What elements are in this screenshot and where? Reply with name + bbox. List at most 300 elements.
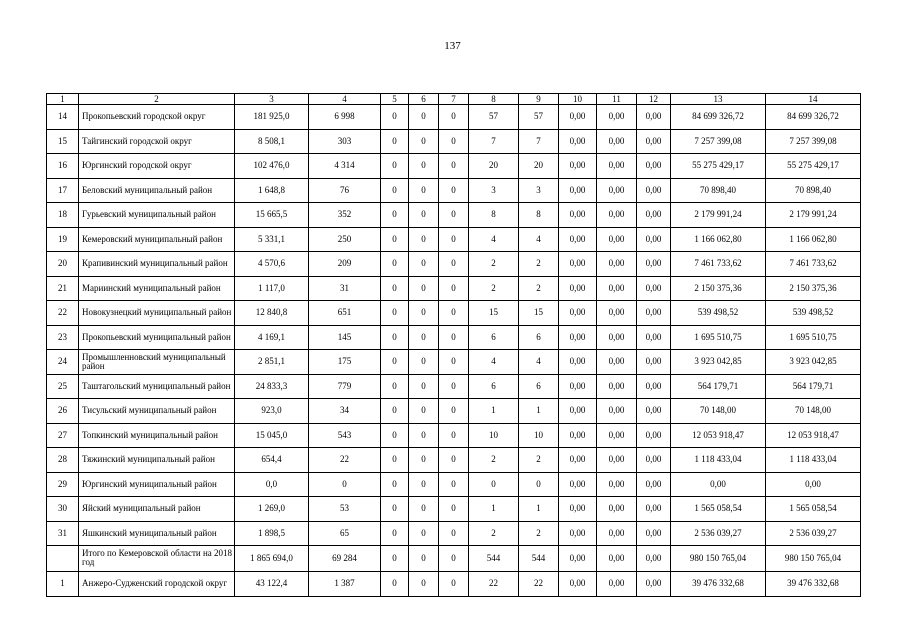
value-cell: 0: [381, 301, 409, 326]
value-cell: 15: [519, 301, 559, 326]
value-cell: 4: [519, 227, 559, 252]
header-cell: 5: [381, 94, 409, 105]
value-cell: 0,00: [597, 203, 637, 228]
value-cell: 2 150 375,36: [671, 276, 766, 301]
value-cell: 0: [381, 521, 409, 546]
value-cell: 0: [409, 350, 439, 375]
municipality-name-cell: Мариинский муниципальный район: [79, 276, 235, 301]
value-cell: 22: [469, 571, 519, 597]
table-row: [47, 203, 861, 228]
value-cell: 0: [439, 105, 469, 130]
value-cell: 0: [381, 423, 409, 448]
value-cell: 6: [519, 325, 559, 350]
value-cell: 10: [469, 423, 519, 448]
value-cell: 102 476,0: [235, 154, 309, 179]
value-cell: 8 508,1: [235, 129, 309, 154]
row-number-cell: 22: [47, 301, 79, 326]
value-cell: 0: [409, 178, 439, 203]
value-cell: 0,00: [559, 521, 597, 546]
value-cell: 0,00: [559, 448, 597, 473]
value-cell: 544: [469, 546, 519, 572]
value-cell: 0,00: [559, 350, 597, 375]
value-cell: 0: [409, 546, 439, 572]
value-cell: 0,00: [637, 423, 671, 448]
row-number-cell: 17: [47, 178, 79, 203]
value-cell: 0: [381, 325, 409, 350]
row-number-cell: 29: [47, 472, 79, 497]
value-cell: 34: [309, 399, 381, 424]
value-cell: 0: [409, 423, 439, 448]
value-cell: 8: [469, 203, 519, 228]
value-cell: 4: [469, 350, 519, 375]
value-cell: 0,00: [637, 448, 671, 473]
row-number-cell: 23: [47, 325, 79, 350]
value-cell: 0,00: [597, 227, 637, 252]
header-cell: 1: [47, 94, 79, 105]
data-table: [46, 93, 861, 597]
value-cell: 0: [381, 178, 409, 203]
value-cell: 0,00: [637, 325, 671, 350]
municipality-name-cell: Новокузнецкий муниципальный район: [79, 301, 235, 326]
value-cell: 543: [309, 423, 381, 448]
municipality-name-cell: Промышленновский муниципальный район: [79, 350, 235, 375]
value-cell: 250: [309, 227, 381, 252]
value-cell: 0,00: [597, 571, 637, 597]
value-cell: 2 536 039,27: [671, 521, 766, 546]
value-cell: 0,00: [637, 227, 671, 252]
value-cell: 84 699 326,72: [766, 105, 861, 130]
value-cell: 3 923 042,85: [766, 350, 861, 375]
value-cell: 0,00: [637, 374, 671, 399]
value-cell: 1 118 433,04: [671, 448, 766, 473]
header-cell: 6: [409, 94, 439, 105]
value-cell: 2: [469, 252, 519, 277]
value-cell: 12 053 918,47: [766, 423, 861, 448]
value-cell: 7 257 399,08: [671, 129, 766, 154]
value-cell: 2: [519, 521, 559, 546]
value-cell: 4 314: [309, 154, 381, 179]
value-cell: 70 898,40: [766, 178, 861, 203]
value-cell: 0: [439, 472, 469, 497]
value-cell: 0,00: [597, 301, 637, 326]
value-cell: 2 179 991,24: [671, 203, 766, 228]
value-cell: 0: [439, 571, 469, 597]
value-cell: 209: [309, 252, 381, 277]
value-cell: 0: [439, 521, 469, 546]
value-cell: 0: [309, 472, 381, 497]
row-number-cell: 1: [47, 571, 79, 597]
value-cell: 0,00: [559, 399, 597, 424]
value-cell: 0,00: [637, 546, 671, 572]
value-cell: 0,00: [637, 350, 671, 375]
value-cell: 55 275 429,17: [671, 154, 766, 179]
value-cell: 7: [469, 129, 519, 154]
table-row: [47, 325, 861, 350]
value-cell: 0: [439, 276, 469, 301]
value-cell: 22: [309, 448, 381, 473]
value-cell: 0,00: [559, 374, 597, 399]
table-row: [47, 448, 861, 473]
municipality-name-cell: Гурьевский муниципальный район: [79, 203, 235, 228]
value-cell: 12 053 918,47: [671, 423, 766, 448]
value-cell: 0: [439, 546, 469, 572]
value-cell: 779: [309, 374, 381, 399]
table-row: [47, 252, 861, 277]
value-cell: 2 851,1: [235, 350, 309, 375]
header-cell: 8: [469, 94, 519, 105]
value-cell: 0,00: [559, 227, 597, 252]
municipality-name-cell: Прокопьевский городской округ: [79, 105, 235, 130]
value-cell: 3 923 042,85: [671, 350, 766, 375]
value-cell: 352: [309, 203, 381, 228]
value-cell: 6: [469, 325, 519, 350]
value-cell: 0,00: [559, 325, 597, 350]
table-row: [47, 374, 861, 399]
value-cell: 0,00: [637, 521, 671, 546]
value-cell: 0: [439, 203, 469, 228]
value-cell: 3: [519, 178, 559, 203]
municipality-name-cell: Прокопьевский муниципальный район: [79, 325, 235, 350]
municipality-name-cell: Беловский муниципальный район: [79, 178, 235, 203]
header-cell: 4: [309, 94, 381, 105]
value-cell: 0,00: [597, 276, 637, 301]
header-row: [47, 94, 861, 105]
value-cell: 0: [439, 301, 469, 326]
value-cell: 55 275 429,17: [766, 154, 861, 179]
value-cell: 0: [381, 571, 409, 597]
row-number-cell: 15: [47, 129, 79, 154]
municipality-name-cell: Тисульский муниципальный район: [79, 399, 235, 424]
value-cell: 544: [519, 546, 559, 572]
value-cell: 1 269,0: [235, 497, 309, 522]
value-cell: 0: [381, 154, 409, 179]
value-cell: 0: [439, 154, 469, 179]
value-cell: 1 565 058,54: [766, 497, 861, 522]
table-row: [47, 129, 861, 154]
value-cell: 0,00: [597, 546, 637, 572]
value-cell: 0: [381, 448, 409, 473]
municipality-name-cell: Тяжинский муниципальный район: [79, 448, 235, 473]
value-cell: 654,4: [235, 448, 309, 473]
table-row: [47, 571, 861, 597]
value-cell: 2: [469, 448, 519, 473]
value-cell: 0: [409, 227, 439, 252]
municipality-name-cell: Топкинский муниципальный район: [79, 423, 235, 448]
value-cell: 0,00: [766, 472, 861, 497]
value-cell: 0,00: [597, 178, 637, 203]
value-cell: 7 257 399,08: [766, 129, 861, 154]
value-cell: 2 150 375,36: [766, 276, 861, 301]
value-cell: 43 122,4: [235, 571, 309, 597]
value-cell: 0,00: [597, 521, 637, 546]
value-cell: 0: [409, 252, 439, 277]
row-number-cell: 24: [47, 350, 79, 375]
value-cell: 651: [309, 301, 381, 326]
value-cell: 564 179,71: [766, 374, 861, 399]
value-cell: 8: [519, 203, 559, 228]
header-cell: 9: [519, 94, 559, 105]
value-cell: 0: [439, 350, 469, 375]
value-cell: 20: [519, 154, 559, 179]
value-cell: 2: [469, 521, 519, 546]
value-cell: 1 166 062,80: [671, 227, 766, 252]
value-cell: 10: [519, 423, 559, 448]
row-number-cell: 18: [47, 203, 79, 228]
value-cell: 0,00: [597, 325, 637, 350]
value-cell: 4: [469, 227, 519, 252]
value-cell: 2: [519, 276, 559, 301]
value-cell: 70 148,00: [766, 399, 861, 424]
value-cell: 0,00: [597, 423, 637, 448]
value-cell: 39 476 332,68: [766, 571, 861, 597]
value-cell: 53: [309, 497, 381, 522]
table-row: [47, 276, 861, 301]
value-cell: 1: [469, 399, 519, 424]
value-cell: 0: [381, 546, 409, 572]
table-row: [47, 178, 861, 203]
value-cell: 1 565 058,54: [671, 497, 766, 522]
value-cell: 181 925,0: [235, 105, 309, 130]
value-cell: 0: [409, 154, 439, 179]
value-cell: 15 665,5: [235, 203, 309, 228]
value-cell: 0,0: [235, 472, 309, 497]
row-number-cell: 26: [47, 399, 79, 424]
value-cell: 0: [439, 129, 469, 154]
value-cell: 0: [409, 521, 439, 546]
value-cell: 0: [381, 350, 409, 375]
header-cell: 10: [559, 94, 597, 105]
value-cell: 69 284: [309, 546, 381, 572]
value-cell: 303: [309, 129, 381, 154]
value-cell: 0: [381, 276, 409, 301]
value-cell: 0: [409, 203, 439, 228]
value-cell: 7 461 733,62: [671, 252, 766, 277]
value-cell: 5 331,1: [235, 227, 309, 252]
municipality-name-cell: Тайгинский городской округ: [79, 129, 235, 154]
value-cell: 1 648,8: [235, 178, 309, 203]
value-cell: 145: [309, 325, 381, 350]
value-cell: 15 045,0: [235, 423, 309, 448]
header-cell: 13: [671, 94, 766, 105]
value-cell: 0,00: [637, 276, 671, 301]
municipality-name-cell: Юргинский городской округ: [79, 154, 235, 179]
value-cell: 1 118 433,04: [766, 448, 861, 473]
value-cell: 0,00: [637, 301, 671, 326]
value-cell: 0,00: [559, 154, 597, 179]
page-number: 137: [444, 40, 461, 52]
value-cell: 7 461 733,62: [766, 252, 861, 277]
value-cell: 31: [309, 276, 381, 301]
value-cell: 0,00: [559, 546, 597, 572]
value-cell: 22: [519, 571, 559, 597]
table-row: [47, 227, 861, 252]
value-cell: 3: [469, 178, 519, 203]
table-row: [47, 521, 861, 546]
value-cell: 4: [519, 350, 559, 375]
value-cell: 0: [439, 374, 469, 399]
value-cell: 6: [519, 374, 559, 399]
value-cell: 2 179 991,24: [766, 203, 861, 228]
value-cell: 2 536 039,27: [766, 521, 861, 546]
value-cell: 0,00: [597, 252, 637, 277]
value-cell: 0: [439, 399, 469, 424]
table-row: [47, 154, 861, 179]
value-cell: 0,00: [637, 129, 671, 154]
value-cell: 1: [469, 497, 519, 522]
value-cell: 0: [381, 472, 409, 497]
value-cell: 0,00: [637, 105, 671, 130]
row-number-cell: 25: [47, 374, 79, 399]
value-cell: 12 840,8: [235, 301, 309, 326]
row-number-cell: 30: [47, 497, 79, 522]
value-cell: 0,00: [597, 497, 637, 522]
value-cell: 0,00: [559, 276, 597, 301]
value-cell: 0: [381, 497, 409, 522]
row-number-cell: 21: [47, 276, 79, 301]
value-cell: 84 699 326,72: [671, 105, 766, 130]
header-cell: 11: [597, 94, 637, 105]
municipality-name-cell: Крапивинский муниципальный район: [79, 252, 235, 277]
value-cell: 0,00: [637, 154, 671, 179]
value-cell: 0,00: [597, 129, 637, 154]
value-cell: 0,00: [597, 448, 637, 473]
value-cell: 0,00: [597, 399, 637, 424]
table-row: [47, 399, 861, 424]
value-cell: 0: [381, 399, 409, 424]
row-number-cell: [47, 546, 79, 572]
value-cell: 7: [519, 129, 559, 154]
value-cell: 0: [409, 571, 439, 597]
value-cell: 57: [469, 105, 519, 130]
value-cell: 15: [469, 301, 519, 326]
value-cell: 0,00: [597, 350, 637, 375]
value-cell: 0: [439, 227, 469, 252]
value-cell: 0: [439, 448, 469, 473]
value-cell: 564 179,71: [671, 374, 766, 399]
value-cell: 24 833,3: [235, 374, 309, 399]
value-cell: 0,00: [559, 571, 597, 597]
municipality-name-cell: Анжеро-Судженский городской округ: [79, 571, 235, 597]
value-cell: 1 387: [309, 571, 381, 597]
value-cell: 6: [469, 374, 519, 399]
value-cell: 980 150 765,04: [671, 546, 766, 572]
value-cell: 57: [519, 105, 559, 130]
header-cell: 2: [79, 94, 235, 105]
value-cell: 0,00: [559, 105, 597, 130]
header-cell: 7: [439, 94, 469, 105]
row-number-cell: 16: [47, 154, 79, 179]
row-number-cell: 27: [47, 423, 79, 448]
value-cell: 0: [409, 374, 439, 399]
table-row: [47, 350, 861, 375]
value-cell: 0,00: [637, 252, 671, 277]
value-cell: 539 498,52: [766, 301, 861, 326]
header-cell: 3: [235, 94, 309, 105]
value-cell: 175: [309, 350, 381, 375]
table-row: [47, 472, 861, 497]
value-cell: 1 695 510,75: [766, 325, 861, 350]
value-cell: 1 898,5: [235, 521, 309, 546]
value-cell: 0,00: [637, 472, 671, 497]
value-cell: 0,00: [637, 178, 671, 203]
value-cell: 0: [409, 325, 439, 350]
value-cell: 0,00: [637, 571, 671, 597]
value-cell: 0: [439, 497, 469, 522]
municipality-name-cell: Кемеровский муниципальный район: [79, 227, 235, 252]
table-row: [47, 105, 861, 130]
row-number-cell: 14: [47, 105, 79, 130]
value-cell: 4 570,6: [235, 252, 309, 277]
value-cell: 1 166 062,80: [766, 227, 861, 252]
value-cell: 39 476 332,68: [671, 571, 766, 597]
value-cell: 0: [409, 276, 439, 301]
municipality-name-cell: Яйский муниципальный район: [79, 497, 235, 522]
value-cell: 0,00: [597, 374, 637, 399]
value-cell: 0,00: [637, 497, 671, 522]
value-cell: 923,0: [235, 399, 309, 424]
value-cell: 0: [409, 105, 439, 130]
row-number-cell: 19: [47, 227, 79, 252]
value-cell: 2: [519, 252, 559, 277]
value-cell: 0: [381, 252, 409, 277]
municipality-name-cell: Итого по Кемеровской области на 2018 год: [79, 546, 235, 572]
value-cell: 0: [409, 301, 439, 326]
header-cell: 14: [766, 94, 861, 105]
value-cell: 6 998: [309, 105, 381, 130]
value-cell: 0,00: [559, 203, 597, 228]
value-cell: 0,00: [559, 178, 597, 203]
value-cell: 0: [519, 472, 559, 497]
value-cell: 0: [381, 105, 409, 130]
value-cell: 0: [409, 472, 439, 497]
value-cell: 0,00: [559, 423, 597, 448]
table-row: [47, 497, 861, 522]
value-cell: 0,00: [671, 472, 766, 497]
municipality-name-cell: Яшкинский муниципальный район: [79, 521, 235, 546]
value-cell: 70 898,40: [671, 178, 766, 203]
row-number-cell: 31: [47, 521, 79, 546]
value-cell: 0,00: [597, 472, 637, 497]
value-cell: 0: [439, 252, 469, 277]
value-cell: 0,00: [597, 154, 637, 179]
value-cell: 0,00: [559, 129, 597, 154]
value-cell: 0: [381, 129, 409, 154]
value-cell: 0: [439, 178, 469, 203]
value-cell: 0,00: [559, 252, 597, 277]
row-number-cell: 28: [47, 448, 79, 473]
municipality-name-cell: Юргинский муниципальный район: [79, 472, 235, 497]
value-cell: 0: [439, 423, 469, 448]
value-cell: 1 865 694,0: [235, 546, 309, 572]
value-cell: 70 148,00: [671, 399, 766, 424]
value-cell: 980 150 765,04: [766, 546, 861, 572]
value-cell: 65: [309, 521, 381, 546]
value-cell: 1: [519, 497, 559, 522]
value-cell: 1: [519, 399, 559, 424]
value-cell: 0: [439, 325, 469, 350]
value-cell: 20: [469, 154, 519, 179]
value-cell: 0,00: [559, 472, 597, 497]
value-cell: 1 117,0: [235, 276, 309, 301]
value-cell: 0,00: [637, 203, 671, 228]
value-cell: 0: [469, 472, 519, 497]
municipality-name-cell: Таштагольский муниципальный район: [79, 374, 235, 399]
value-cell: 0: [381, 203, 409, 228]
row-number-cell: 20: [47, 252, 79, 277]
value-cell: 4 169,1: [235, 325, 309, 350]
table-row: [47, 546, 861, 572]
value-cell: 0,00: [559, 301, 597, 326]
